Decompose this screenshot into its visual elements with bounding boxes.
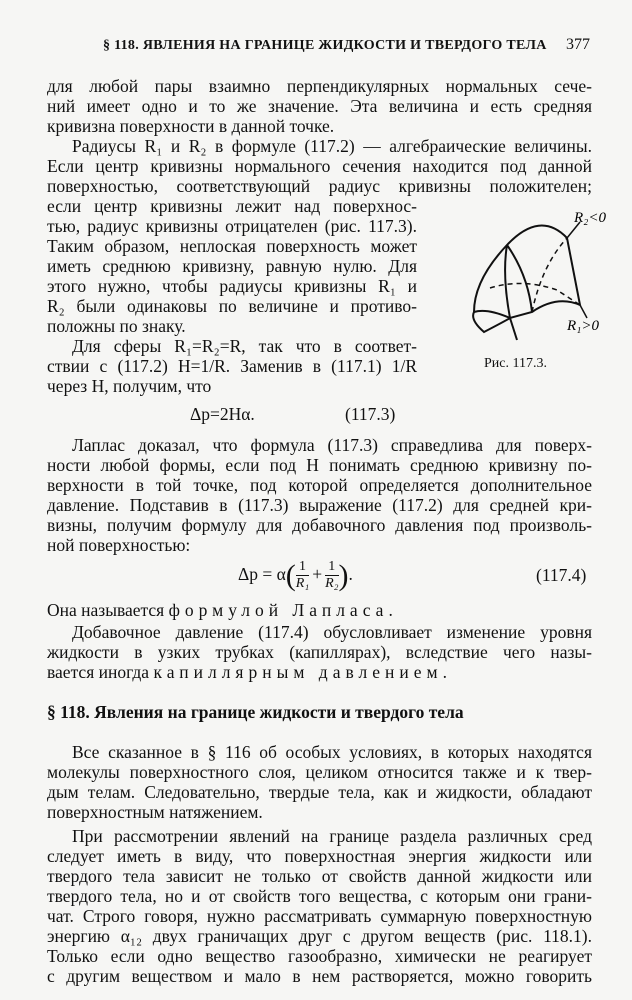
text-line: тью, радиус кривизны отрицателен (рис. 117.3).	[47, 216, 417, 236]
running-title: § 118. ЯВЛЕНИЯ НА ГРАНИЦЕ ЖИДКОСТИ И ТВЕРДОГО ТЕЛА	[103, 38, 547, 53]
text-line: дым телам. Следовательно, твердые тела, как и жидкости, обладают	[47, 782, 592, 802]
text-line: ствии с (117.2) H=1/R. Заменив в (117.1) 1/R	[47, 356, 417, 376]
text-line: Она называется формулой Лапласа.	[47, 600, 398, 620]
text-line: Только если одно вещество газообразно, химически не реагирует	[47, 946, 592, 966]
text-line: Таким образом, неплоская поверхность может	[47, 236, 417, 256]
text-line: Добавочное давление (117.4) обусловливает изменение уровня	[72, 622, 592, 642]
text-line: Лаплас доказал, что формула (117.3) справедлива для поверх-	[72, 435, 592, 455]
fraction-1-r1: $\frac{1}{\text{R₁}}$	[295, 559, 310, 592]
equation-number: (117.4)	[536, 565, 587, 585]
equation-117-3: Δp=2Hα.	[190, 404, 255, 424]
equation-117-4: Δp = α( $\frac{1}{\text{R₁}}$ + $\frac{1}{\text{R₂}}$ ).	[238, 558, 353, 592]
text-line: Все сказанное в § 116 об особых условиях, в которых находятся	[72, 742, 592, 762]
spaced-term: капиллярным давлением.	[153, 662, 452, 682]
text-line: жидкости в узких трубках (капиллярах), вследствие чего назы-	[47, 642, 592, 662]
text-line: чат. Строго говоря, нужно рассматривать суммарную поверхностную	[47, 906, 592, 926]
text-line: если центр кривизны лежит над поверхнос-	[47, 196, 417, 216]
text-line: кривизна поверхности в данной точке.	[47, 116, 335, 136]
text-line: вается иногда капиллярным давлением.	[47, 662, 452, 682]
text-line: ной поверхностью:	[47, 535, 191, 555]
text-line: При рассмотрении явлений на границе раздела различных сред	[72, 826, 592, 846]
fraction-1-r2: $\frac{1}{\text{R₂}}$	[325, 559, 339, 592]
text-line: давление. Подставив в (117.3) выражение (117.2) для средней кри-	[47, 495, 592, 515]
text-line: через H, получим, что	[47, 376, 212, 396]
text-line: твердого тела зависит не только от свойств данной жидкости или	[47, 866, 592, 886]
text-line: молекулы поверхностного слоя, целиком относится также и к твер-	[47, 762, 592, 782]
equation-number: (117.3)	[345, 404, 396, 424]
label-r1: R₁>0	[567, 318, 599, 334]
spaced-term: формулой Лапласа.	[168, 600, 398, 620]
figure-117-3	[462, 200, 612, 350]
text-line: верхности в той точке, под которой определяется дополнительное	[47, 475, 592, 495]
text-line: Если центр кривизны нормального сечения находится под данной	[47, 156, 592, 176]
text-line: поверхностным натяжением.	[47, 802, 263, 822]
text-line: Для сферы R₁=R₂=R, так что в соответ-	[72, 336, 417, 356]
text-line: ний имеет одно и то же значение. Эта величина и есть средняя	[47, 96, 592, 116]
figure-caption: Рис. 117.3.	[484, 356, 547, 371]
curved-surface-sketch	[462, 200, 612, 350]
equation-lhs: Δp = α	[238, 564, 286, 584]
text-line: ности любой формы, если под H понимать среднюю кривизну по-	[47, 455, 592, 475]
text-line: для любой пары взаимно перпендикулярных нормальных сече-	[47, 76, 592, 96]
text-line: иметь среднюю кривизну, равную нулю. Для	[47, 256, 417, 276]
text-line: положны по знаку.	[47, 316, 186, 336]
text-line: визны, получим формулу для добавочного давления под произволь-	[47, 515, 592, 535]
text-line: поверхностью, соответствующий радиус кривизны положителен;	[47, 176, 592, 196]
text-line: следует иметь в виду, что поверхностная энергия жидкости или	[47, 846, 592, 866]
page-number: 377	[566, 36, 590, 53]
text-line: с другим веществом и мало в нем растворяется, можно говорить	[47, 966, 592, 986]
section-heading: § 118. Явления на границе жидкости и твердого тела	[47, 702, 464, 722]
text-line: Радиусы R₁ и R₂ в формуле (117.2) — алгебраические величины.	[72, 136, 592, 156]
text-line: энергию α₁₂ двух граничащих друг с другом веществ (рис. 118.1).	[47, 926, 592, 946]
text-line: этого нужно, чтобы радиусы кривизны R₁ и	[47, 276, 417, 296]
label-r2: R₂<0	[574, 210, 606, 226]
text-line: твердого тела, но и от свойств того вещества, с которым они грани-	[47, 886, 592, 906]
plus-sign: +	[312, 564, 323, 584]
text-line: R₂ были одинаковы по величине и противо-	[47, 296, 417, 316]
